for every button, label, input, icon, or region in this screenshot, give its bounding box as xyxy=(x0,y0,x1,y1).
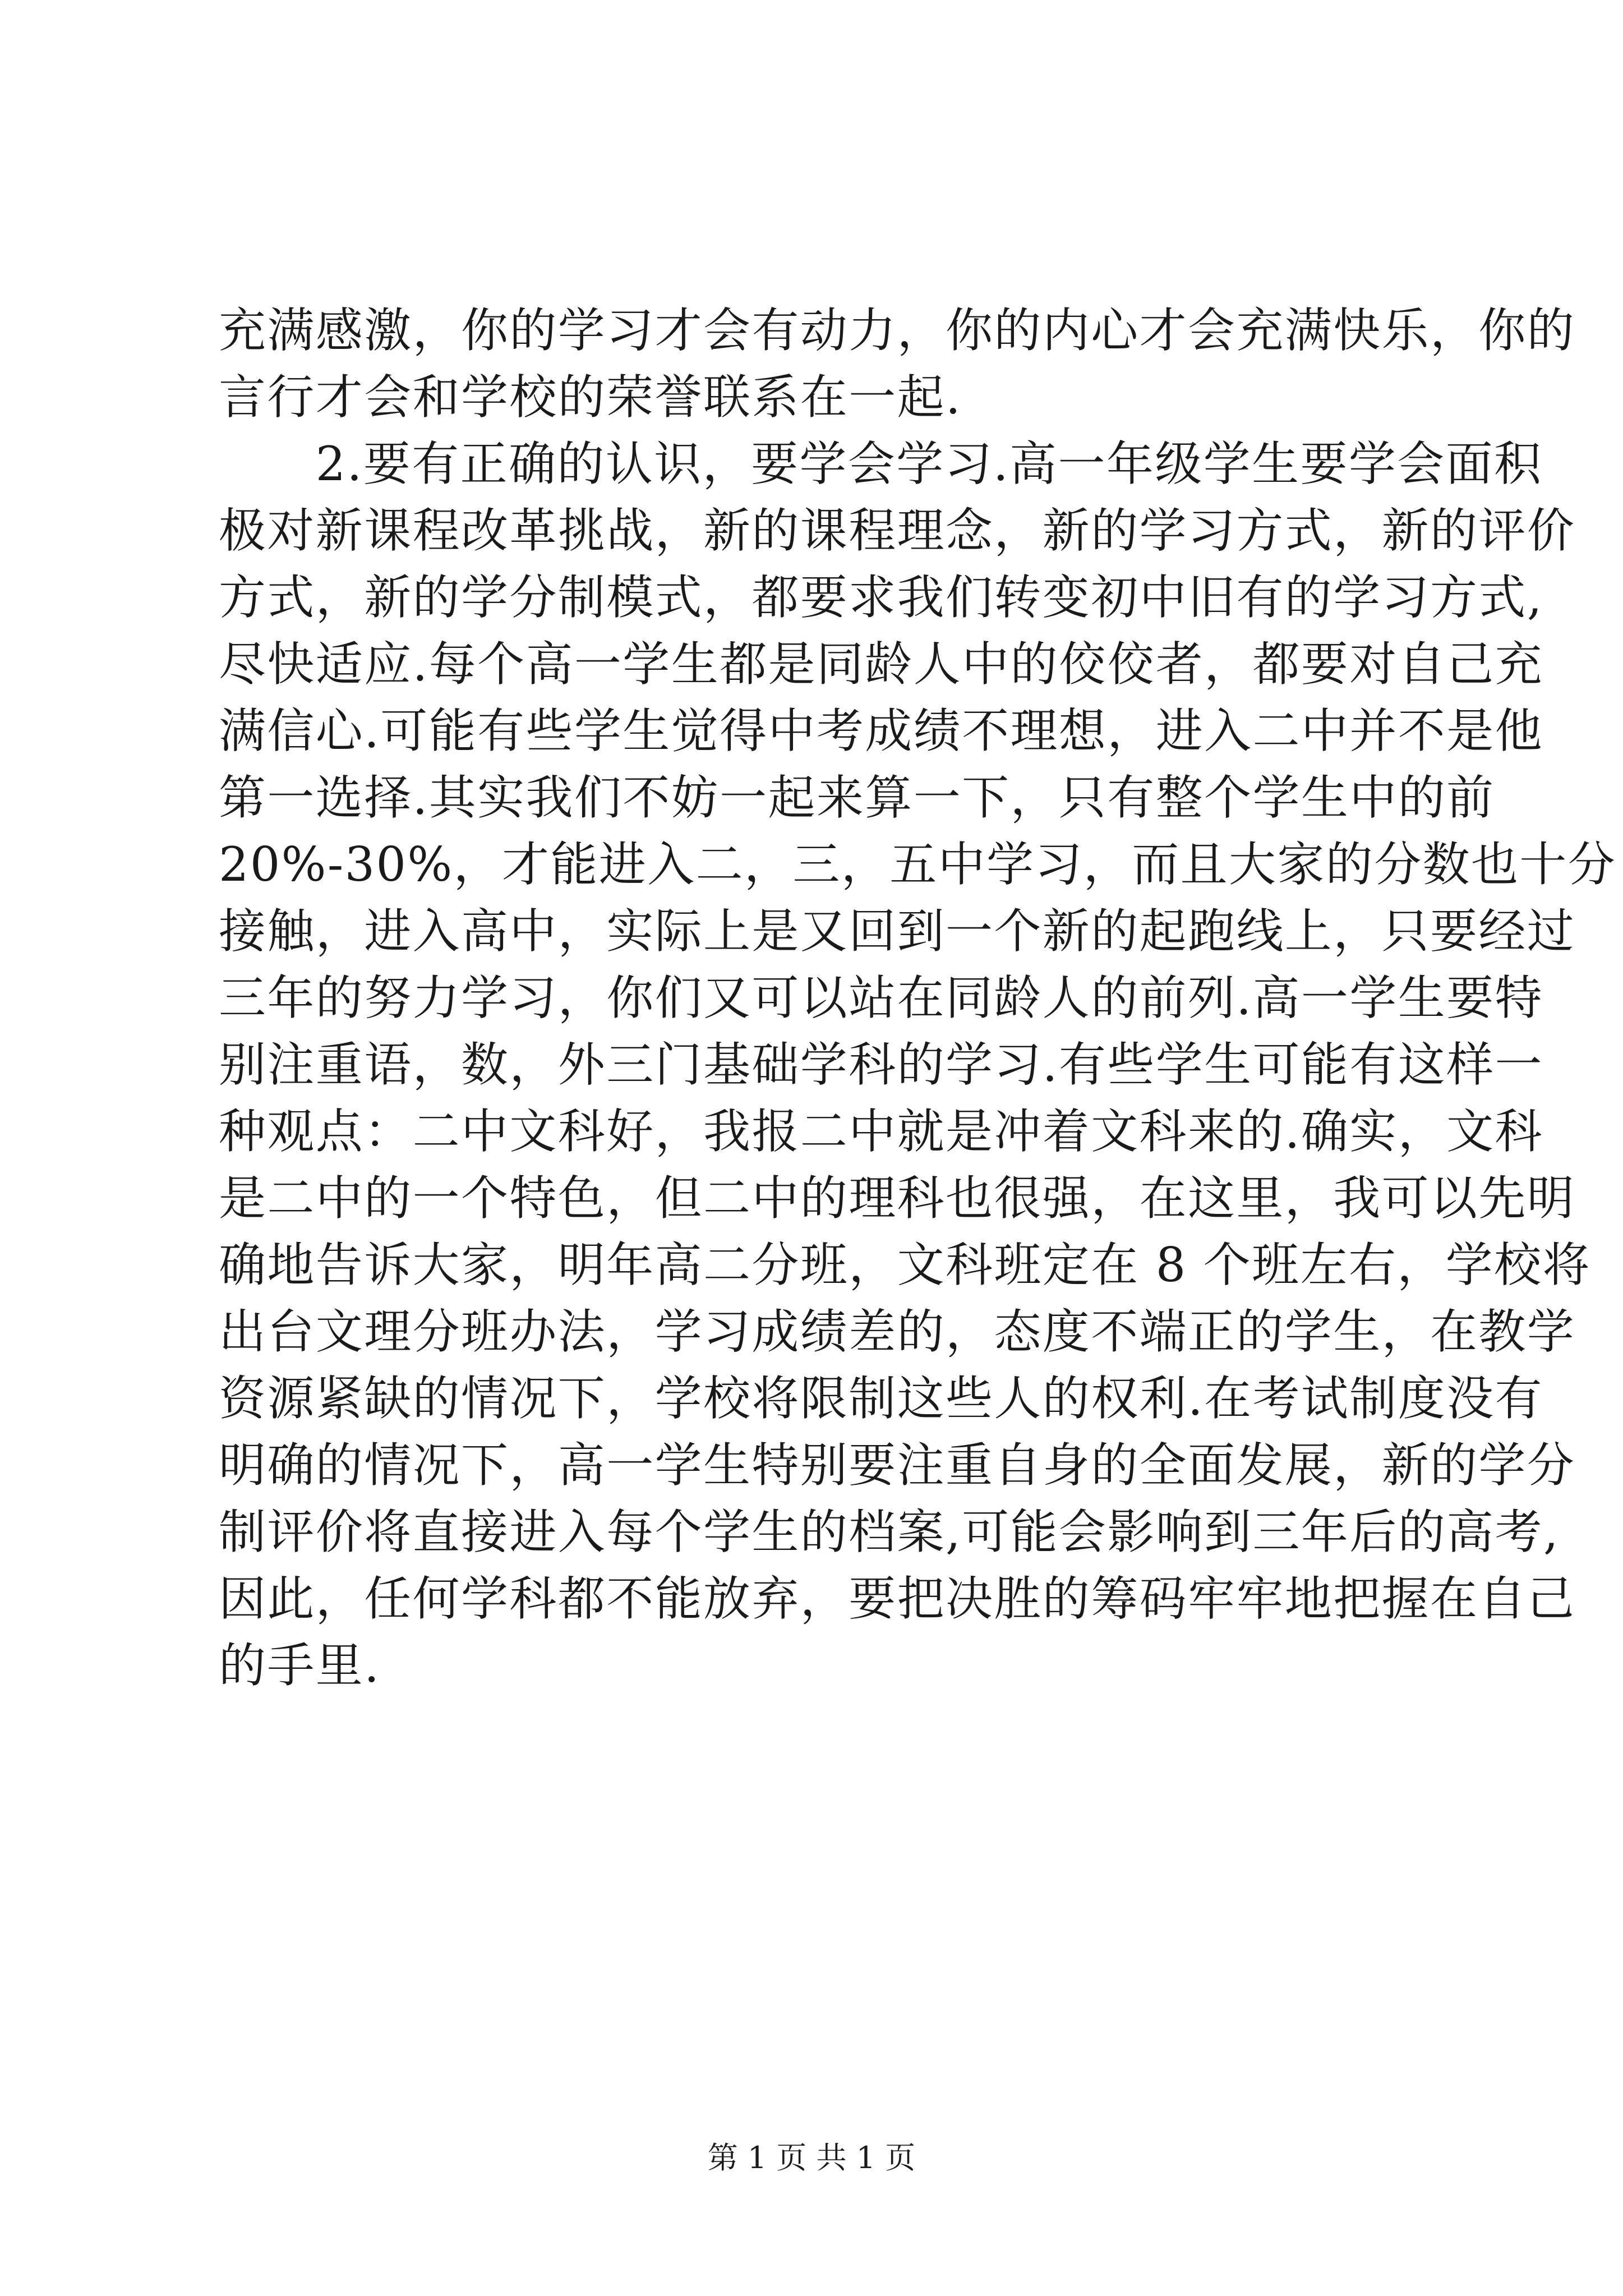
text-line: 极对新课程改革挑战，新的课程理念，新的学习方式，新的评价 xyxy=(219,503,1576,558)
text-line: 是二中的一个特色，但二中的理科也很强，在这里，我可以先明 xyxy=(219,1171,1576,1226)
text-line: 确地告诉大家，明年高二分班，文科班定在 8 个班左右，学校将 xyxy=(219,1237,1591,1292)
text-line: 种观点：二中文科好，我报二中就是冲着文科来的.确实，文科 xyxy=(219,1104,1543,1159)
text-line: 别注重语，数，外三门基础学科的学习.有些学生可能有这样一 xyxy=(219,1037,1543,1092)
text-line: 满信心.可能有些学生觉得中考成绩不理想，进入二中并不是他 xyxy=(219,703,1543,758)
text-line: 方式，新的学分制模式，都要求我们转变初中旧有的学习方式, xyxy=(219,570,1543,625)
text-line: 制评价将直接进入每个学生的档案,可能会影响到三年后的高考, xyxy=(219,1504,1560,1559)
text-line: 出台文理分班办法，学习成绩差的，态度不端正的学生，在教学 xyxy=(219,1304,1576,1359)
text-line: 言行才会和学校的荣誉联系在一起. xyxy=(219,370,962,425)
body-text xyxy=(219,297,1617,1699)
text-line: 2.要有正确的认识，要学会学习.高一年级学生要学会面积 xyxy=(219,436,1543,491)
text-line: 第一选择.其实我们不妨一起来算一下，只有整个学生中的前 xyxy=(219,770,1495,825)
text-line: 20%-30%，才能进入二，三，五中学习，而且大家的分数也十分 xyxy=(219,837,1617,892)
text-line: 接触，进入高中，实际上是又回到一个新的起跑线上，只要经过 xyxy=(219,904,1576,959)
page-number: 第 1 页 共 1 页 xyxy=(707,2140,916,2175)
page-footer xyxy=(0,2138,1623,2178)
text-line: 尽快适应.每个高一学生都是同龄人中的佼佼者，都要对自己充 xyxy=(219,637,1543,692)
text-line: 因此，任何学科都不能放弃，要把决胜的筹码牢牢地把握在自己 xyxy=(219,1571,1576,1626)
text-line: 资源紧缺的情况下，学校将限制这些人的权利.在考试制度没有 xyxy=(219,1371,1543,1426)
text-line: 明确的情况下，高一学生特别要注重自身的全面发展，新的学分 xyxy=(219,1438,1576,1493)
text-line: 三年的努力学习，你们又可以站在同龄人的前列.高一学生要特 xyxy=(219,970,1543,1025)
text-line: 充满感激，你的学习才会有动力，你的内心才会充满快乐，你的 xyxy=(219,303,1576,358)
text-line: 的手里. xyxy=(219,1638,381,1693)
